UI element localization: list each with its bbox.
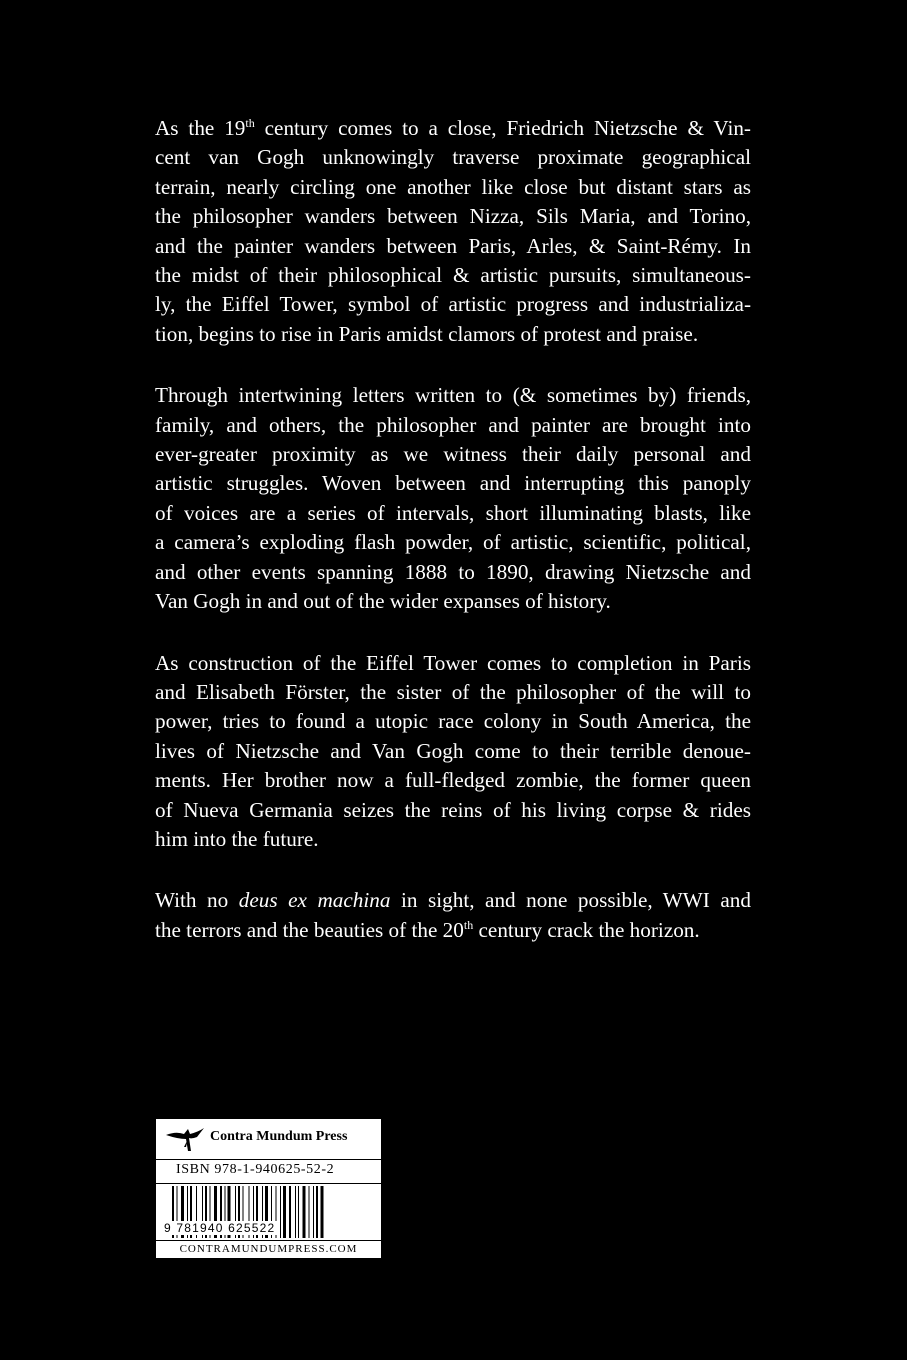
barcode-bar [316,1186,318,1238]
p3-line: and Elisabeth Förster, the sister of the philosopher of the will to [155,679,751,704]
p1-line: tion, begins to rise in Paris amidst clamors of protest and praise. [155,321,699,346]
text: century crack the horizon. [473,917,700,942]
p2-line: Through intertwining letters written to (& sometimes by) friends, [155,383,751,408]
superscript: th [463,917,474,932]
text: As the 19 [155,116,246,140]
barcode-bar [313,1186,314,1238]
isbn-text: ISBN 978-1-940625-52-2 [176,1162,335,1177]
p3-line: ments. Her brother now a full-fledged zombie, the former queen [155,768,751,793]
p2-line: of voices are a series of intervals, short illuminating blasts, like [155,500,751,525]
text: century comes to a close, Friedrich Nietzsche & Vin- [254,116,751,140]
p1-line: terrain, nearly circling one another like close but distant stars as [155,174,751,199]
p4-line [155,916,751,945]
isbn-row [156,1159,381,1184]
p1-line: the midst of their philosophical & artistic pursuits, simultaneous- [155,263,751,288]
p2-line: ever-greater proximity as we witness their daily personal and [155,442,751,467]
superscript: th [245,116,255,130]
barcode-row [156,1183,381,1241]
blurb-text [155,114,751,977]
p3-line: of Nueva Germania seizes the reins of his living corpse & rides [155,797,751,822]
paragraph-3 [155,649,751,855]
p2-line: family, and others, the philosopher and painter are brought into [155,412,751,437]
p1-line [155,114,751,143]
italic-text: deus ex machina [238,888,391,913]
p3-line: him into the future. [155,826,319,851]
barcode-bar [303,1186,306,1238]
p2-line: and other events spanning 1888 to 1890, drawing Nietzsche and [155,559,751,584]
p3-line: lives of Nietzsche and Van Gogh come to their terrible denoue- [155,738,751,763]
publisher-url: CONTRAMUNDUMPRESS.COM [179,1243,358,1255]
text: the terrors and the beauties of the 20 [155,917,464,942]
barcode-label [155,1118,382,1259]
barcode-bar [283,1186,286,1238]
barcode-bar [321,1186,324,1238]
p1-line: the philosopher wanders between Nizza, Sils Maria, and Torino, [155,204,751,229]
paragraph-2 [155,381,751,616]
barcode-bar [309,1186,310,1238]
barcode-bar [298,1186,299,1238]
paragraph-4 [155,886,751,945]
url-row [156,1240,381,1260]
barcode-bar [289,1186,291,1238]
text: With no [155,888,239,913]
publisher-name: Contra Mundum Press [210,1129,348,1144]
p1-line: cent van Gogh unknowingly traverse proximate geographical [155,145,751,170]
publisher-logo-icon [164,1125,206,1153]
p1-line: ly, the Eiffel Tower, symbol of artistic progress and industrializa- [155,292,751,317]
paragraph-1 [155,114,751,349]
p1-line: and the painter wanders between Paris, Arles, & Saint-Rémy. In [155,233,751,258]
barcode-bar [295,1186,296,1238]
p2-line: artistic struggles. Woven between and interrupting this panoply [155,471,751,496]
p2-line: a camera’s exploding flash powder, of artistic, scientific, political, [155,530,751,555]
p3-line: power, tries to found a utopic race colony in South America, the [155,709,751,734]
p4-line [155,886,751,915]
barcode-bar [280,1186,281,1238]
p2-line: Van Gogh in and out of the wider expanses of history. [155,589,611,614]
text: in sight, and none possible, WWI and [390,888,751,913]
p3-line: As construction of the Eiffel Tower comes to completion in Paris [155,650,751,675]
publisher-row [156,1119,381,1160]
barcode-number: 9 781940 625522 [164,1221,276,1235]
